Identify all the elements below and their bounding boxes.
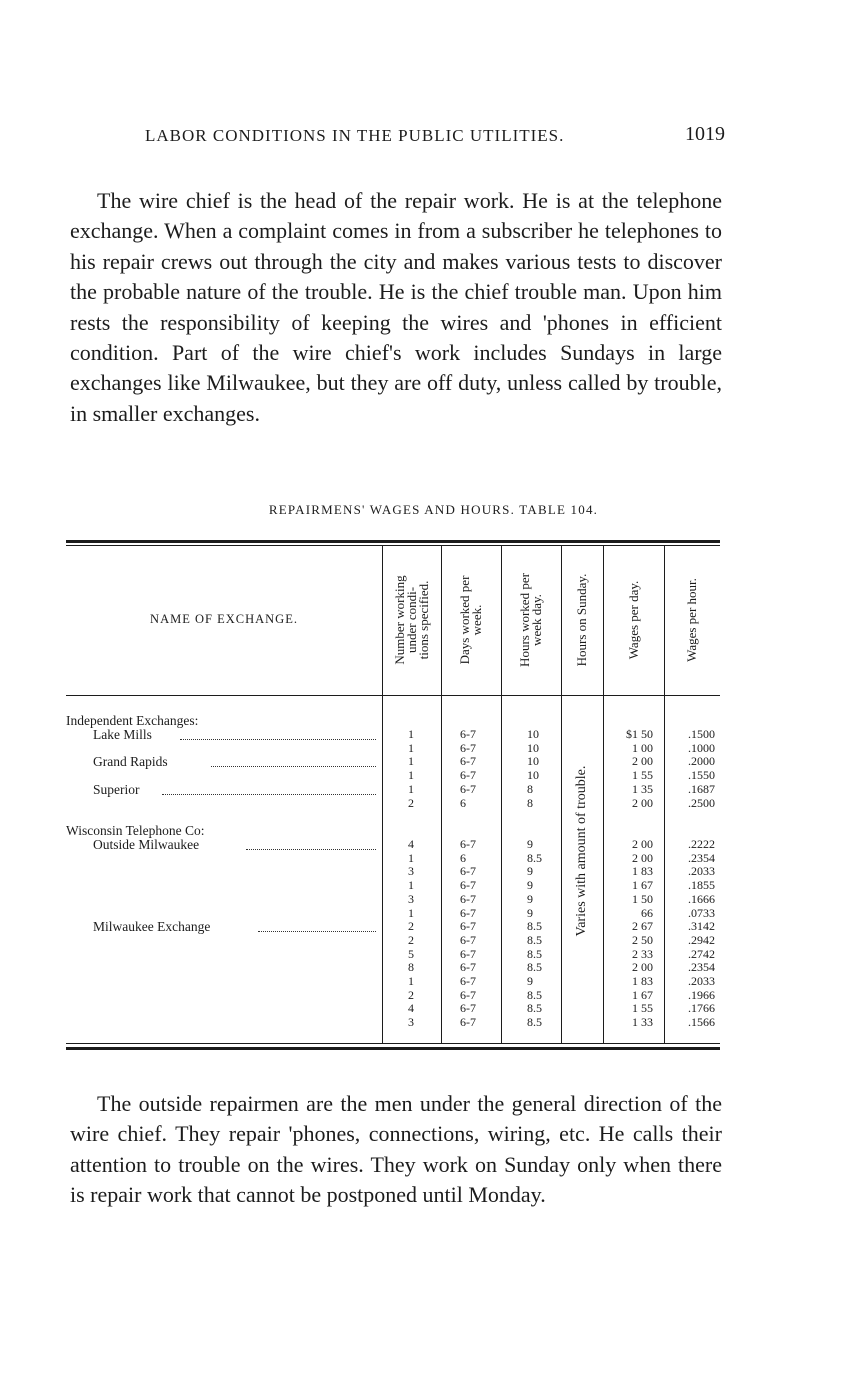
cell-days: 6-7: [460, 1001, 476, 1016]
table-caption: REPAIRMENS' WAGES AND HOURS. TABLE 104.: [268, 502, 599, 517]
cell-wages-day: 1 83: [632, 864, 653, 879]
cell-number: 3: [408, 891, 414, 906]
cell-hours: 10: [527, 754, 539, 769]
table-top-rule: [66, 540, 720, 543]
cell-wages-hour: .1687: [688, 781, 715, 796]
cell-wages-day: 2 00: [632, 754, 653, 769]
cell-days: 6-7: [460, 864, 476, 879]
column-header-sunday: [561, 548, 603, 692]
cell-wages-hour: .2354: [688, 850, 715, 865]
cell-wages-day: 2 00: [632, 837, 653, 851]
cell-number: 2: [408, 932, 414, 947]
cell-wages-hour: .2033: [688, 864, 715, 879]
cell-number: 1: [408, 740, 414, 755]
column-header-name: NAME OF EXCHANGE.: [150, 612, 298, 626]
cell-wages-hour: .3142: [688, 919, 715, 934]
cell-days: 6-7: [460, 837, 476, 851]
cell-wages-hour: .1855: [688, 878, 715, 893]
exchange-label-lake-mills: Lake Mills: [93, 727, 152, 742]
cell-number: 8: [408, 960, 414, 975]
cell-hours: 8.5: [527, 960, 542, 975]
cell-days: 6-7: [460, 878, 476, 893]
cell-hours: 9: [527, 974, 533, 988]
cell-number: 2: [408, 795, 414, 810]
cell-days: 6-7: [460, 740, 476, 755]
cell-wages-hour: .2222: [688, 837, 715, 851]
cell-wages-day: 2 33: [632, 946, 653, 961]
exchange-label-superior: Superior: [93, 782, 140, 797]
cell-wages-day: 1 83: [632, 974, 653, 988]
cell-wages-hour: .2942: [688, 932, 715, 947]
cell-wages-day: 2 50: [632, 932, 653, 947]
cell-wages-hour: .2500: [688, 795, 715, 810]
column-header-sunday-text: Hours on Sunday.: [574, 573, 589, 667]
column-header-wages-day: [603, 548, 664, 692]
table-bottom-rule-thin: [66, 1043, 720, 1044]
cell-wages-day: 2 00: [632, 850, 653, 865]
cell-days: 6-7: [460, 891, 476, 906]
cell-hours: 8.5: [527, 1001, 542, 1016]
cell-hours: 8.5: [527, 919, 542, 934]
cell-wages-hour: .2033: [688, 974, 715, 988]
cell-wages-hour: .2000: [688, 754, 715, 769]
column-header-wages-hour: [664, 548, 720, 692]
cell-number: 1: [408, 905, 414, 920]
cell-number: 2: [408, 919, 414, 934]
cell-wages-day: 1 67: [632, 987, 653, 1002]
cell-number: 3: [408, 864, 414, 879]
cell-wages-day: 1 33: [632, 1015, 653, 1030]
table-top-rule-thin: [66, 545, 720, 546]
cell-hours: 9: [527, 837, 533, 851]
column-header-number-text: Number working under condi- tions specified.: [391, 575, 431, 665]
leader-dots: [180, 739, 376, 740]
exchange-label-grand-rapids: Grand Rapids: [93, 754, 168, 769]
cell-days: 6-7: [460, 987, 476, 1002]
cell-wages-hour: .0733: [688, 905, 715, 920]
cell-number: 1: [408, 878, 414, 893]
cell-number: 1: [408, 768, 414, 783]
cell-days: 6-7: [460, 960, 476, 975]
cell-wages-hour: .1666: [688, 891, 715, 906]
cell-wages-day: 1 50: [632, 891, 653, 906]
cell-days: 6-7: [460, 781, 476, 796]
leader-dots: [246, 849, 376, 850]
cell-hours: 8: [527, 781, 533, 796]
cell-hours: 10: [527, 727, 539, 741]
cell-hours: 8: [527, 795, 533, 810]
cell-wages-day: 1 00: [632, 740, 653, 755]
paragraph-wire-chief: The wire chief is the head of the repair work. He is at the telephone exchange. When a complaint comes in from a subscriber he telephones to his repair crews out through the city and makes various tests to discover the probable nature of the trouble. He is the chief trouble man. Upon him rests the responsibility of keeping the wires and 'phones in efficient condition. Part of the wire chief's work includes Sundays in large exchanges like Milwaukee, but they are off duty, unless called by trouble, in smaller exchanges.: [70, 188, 722, 426]
cell-number: 1: [408, 754, 414, 769]
header-title: LABOR CONDITIONS IN THE PUBLIC UTILITIES.: [145, 126, 565, 145]
column-header-number: [382, 548, 441, 692]
leader-dots: [211, 766, 376, 767]
cell-wages-hour: .1500: [688, 727, 715, 741]
group-label-independent: Independent Exchanges:: [66, 713, 199, 728]
cell-wages-hour: .2742: [688, 946, 715, 961]
column-header-wages-hour-text: Wages per hour.: [684, 578, 699, 662]
cell-days: 6-7: [460, 932, 476, 947]
cell-wages-day: 2 00: [632, 795, 653, 810]
cell-hours: 8.5: [527, 1015, 542, 1030]
cell-number: 4: [408, 837, 414, 851]
column-header-days: [441, 548, 501, 692]
cell-hours: 10: [527, 768, 539, 783]
cell-wages-day: 1 55: [632, 768, 653, 783]
cell-days: 6: [460, 795, 466, 810]
column-header-hours: [501, 548, 561, 692]
cell-number: 1: [408, 974, 414, 988]
cell-days: 6-7: [460, 768, 476, 783]
cell-days: 6-7: [460, 1015, 476, 1030]
leader-dots: [162, 794, 376, 795]
column-header-hours-text: Hours worked per week day.: [517, 573, 544, 667]
cell-number: 1: [408, 781, 414, 796]
cell-hours: 8.5: [527, 932, 542, 947]
cell-days: 6: [460, 850, 466, 865]
cell-number: 3: [408, 1015, 414, 1030]
exchange-label-milwaukee-exchange: Milwaukee Exchange: [93, 919, 211, 934]
paragraph-outside-repairmen: The outside repairmen are the men under the general direction of the wire chief. They repair 'phones, connections, wiring, etc. He calls their attention to trouble on the wires. They work on Sunday only when there is repair work that cannot be postponed until Monday.: [70, 1091, 722, 1208]
cell-wages-hour: .1566: [688, 1015, 715, 1030]
cell-hours: 9: [527, 864, 533, 879]
cell-wages-day: 1 35: [632, 781, 653, 796]
cell-number: 5: [408, 946, 414, 961]
cell-wages-day: 1 55: [632, 1001, 653, 1016]
cell-hours: 9: [527, 905, 533, 920]
cell-days: 6-7: [460, 919, 476, 934]
cell-days: 6-7: [460, 727, 476, 741]
sunday-hours-note: Varies with amount of trouble.: [574, 765, 589, 937]
cell-hours: 8.5: [527, 987, 542, 1002]
cell-hours: 10: [527, 740, 539, 755]
cell-hours: 9: [527, 891, 533, 906]
group-label-wisconsin: Wisconsin Telephone Co:: [66, 823, 205, 838]
table-bottom-rule: [66, 1047, 720, 1050]
cell-number: 2: [408, 987, 414, 1002]
cell-days: 6-7: [460, 946, 476, 961]
cell-wages-day: 1 67: [632, 878, 653, 893]
cell-days: 6-7: [460, 905, 476, 920]
page-number: 1019: [685, 123, 725, 145]
cell-hours: 8.5: [527, 946, 542, 961]
cell-wages-day: 2 00: [632, 960, 653, 975]
cell-number: 1: [408, 727, 414, 741]
cell-wages-day: 2 67: [632, 919, 653, 934]
cell-wages-hour: .1766: [688, 1001, 715, 1016]
column-header-days-text: Days worked per week.: [457, 575, 484, 665]
cell-wages-hour: .1550: [688, 768, 715, 783]
cell-wages-hour: .1000: [688, 740, 715, 755]
cell-hours: 9: [527, 878, 533, 893]
cell-wages-day: 66: [641, 905, 653, 920]
cell-number: 1: [408, 850, 414, 865]
cell-wages-hour: .2354: [688, 960, 715, 975]
cell-wages-hour: .1966: [688, 987, 715, 1002]
exchange-label-outside-milwaukee: Outside Milwaukee: [93, 837, 200, 852]
cell-number: 4: [408, 1001, 414, 1016]
cell-wages-day: $1 50: [626, 727, 653, 741]
cell-days: 6-7: [460, 974, 476, 988]
cell-days: 6-7: [460, 754, 476, 769]
table-header-rule: [66, 695, 720, 696]
cell-hours: 8.5: [527, 850, 542, 865]
leader-dots: [258, 931, 376, 932]
column-header-wages-day-text: Wages per day.: [625, 580, 641, 660]
